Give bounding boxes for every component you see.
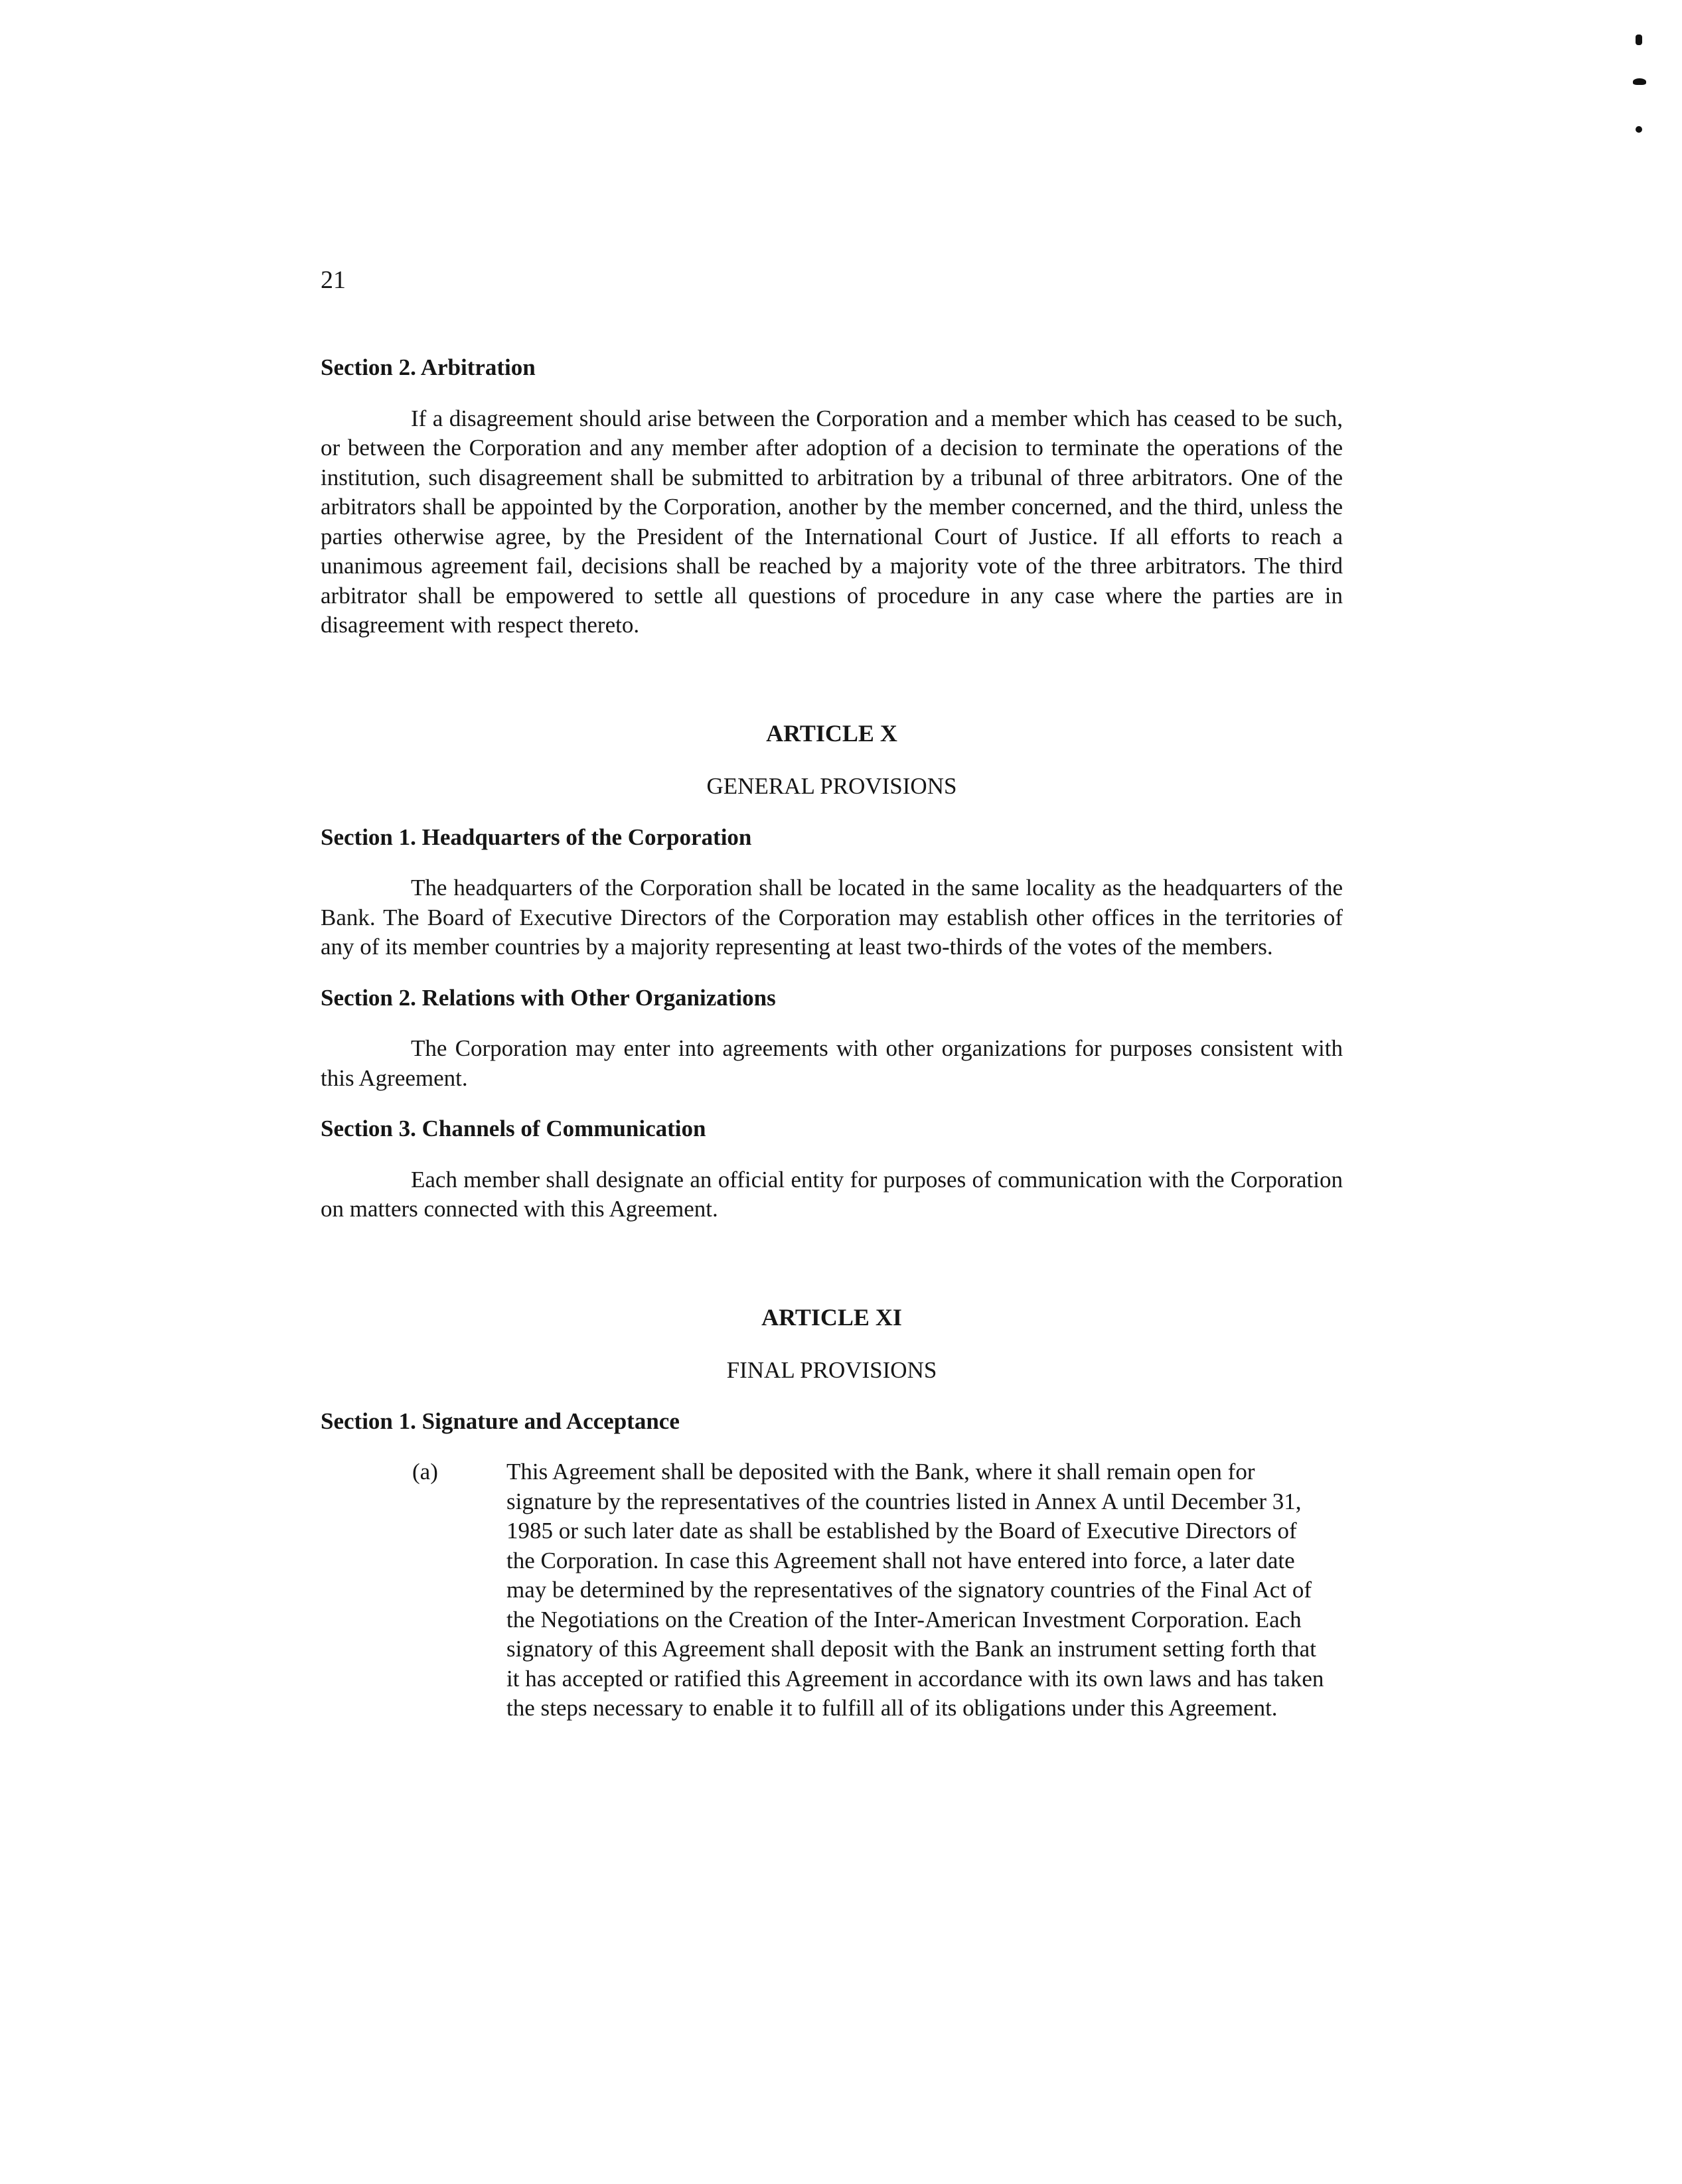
paragraph: If a disagreement should arise between the Corporation and a member which has ceased to be such, or between the Corporation and any member after adoption of a decision to terminate the operations of the institution, such disagreement shall be submitted to arbitration by a tribunal of three arbitrators. One of the arbitrators shall be appointed by the Corporation, another by the member concerned, and the third, unless the parties otherwise agree, by the President of the International Court of Justice. If all efforts to reach a unanimous agreement fail, decisions shall be reached by a majority vote of the three arbitrators. The third arbitrator shall be empowered to settle all questions of procedure in any case where the parties are in disagreement with respect thereto. bbox=[321, 405, 1343, 638]
paragraph: The Corporation may enter into agreements with other organizations for purposes consistent with this Agreement. bbox=[321, 1035, 1343, 1091]
section-heading: Section 1. Signature and Acceptance bbox=[321, 1408, 680, 1434]
section-arbitration bbox=[321, 353, 1343, 640]
article-x bbox=[321, 719, 1343, 1224]
page-number: 21 bbox=[321, 266, 346, 294]
document-body bbox=[321, 353, 1343, 1723]
section-heading: Section 2. Relations with Other Organizations bbox=[321, 984, 776, 1011]
paragraph: Each member shall designate an official entity for purposes of communication with the Corporation on matters connected with this Agreement. bbox=[321, 1166, 1343, 1222]
article-title: ARTICLE XI bbox=[761, 1303, 902, 1331]
article-title: ARTICLE X bbox=[766, 719, 897, 747]
section-heading: Section 1. Headquarters of the Corporation bbox=[321, 824, 752, 850]
article-subtitle: GENERAL PROVISIONS bbox=[706, 773, 957, 799]
scan-mark-dot bbox=[1636, 126, 1642, 133]
scan-mark-dot bbox=[1633, 78, 1646, 85]
paragraph: The headquarters of the Corporation shall be located in the same locality as the headquarters of the Bank. The Board of Executive Directors of the Corporation may establish other offices in the territories of any of its member countries by a majority representing at least two-thirds of the votes of the members. bbox=[321, 875, 1343, 960]
scan-mark-dot bbox=[1636, 35, 1642, 45]
subsection bbox=[321, 1457, 1343, 1723]
subsection-label: (a) bbox=[412, 1459, 438, 1485]
section-heading: Section 3. Channels of Communication bbox=[321, 1116, 706, 1141]
section-heading: Section 2. Arbitration bbox=[321, 354, 536, 380]
scan-marks bbox=[1629, 27, 1655, 146]
subsection-text: This Agreement shall be deposited with the Bank, where it shall remain open for signature by the representatives of the countries listed in Annex A until December 31, 1985 or such later date as shall be established by the Board of Executive Directors of the Corporation. In case this Agreement shall not have entered into force, a later date may be determined by the representatives of the signatory countries of the Final Act of the Negotiations on the Creation of the Inter-American Investment Corporation. Each signatory of this Agreement shall deposit with the Bank an instrument setting forth that it has accepted or ratified this Agreement in accordance with its own laws and has taken the steps necessary to enable it to fulfill all of its obligations under this Agreement. bbox=[506, 1459, 1324, 1721]
article-subtitle: FINAL PROVISIONS bbox=[726, 1357, 937, 1383]
article-xi bbox=[321, 1303, 1343, 1723]
